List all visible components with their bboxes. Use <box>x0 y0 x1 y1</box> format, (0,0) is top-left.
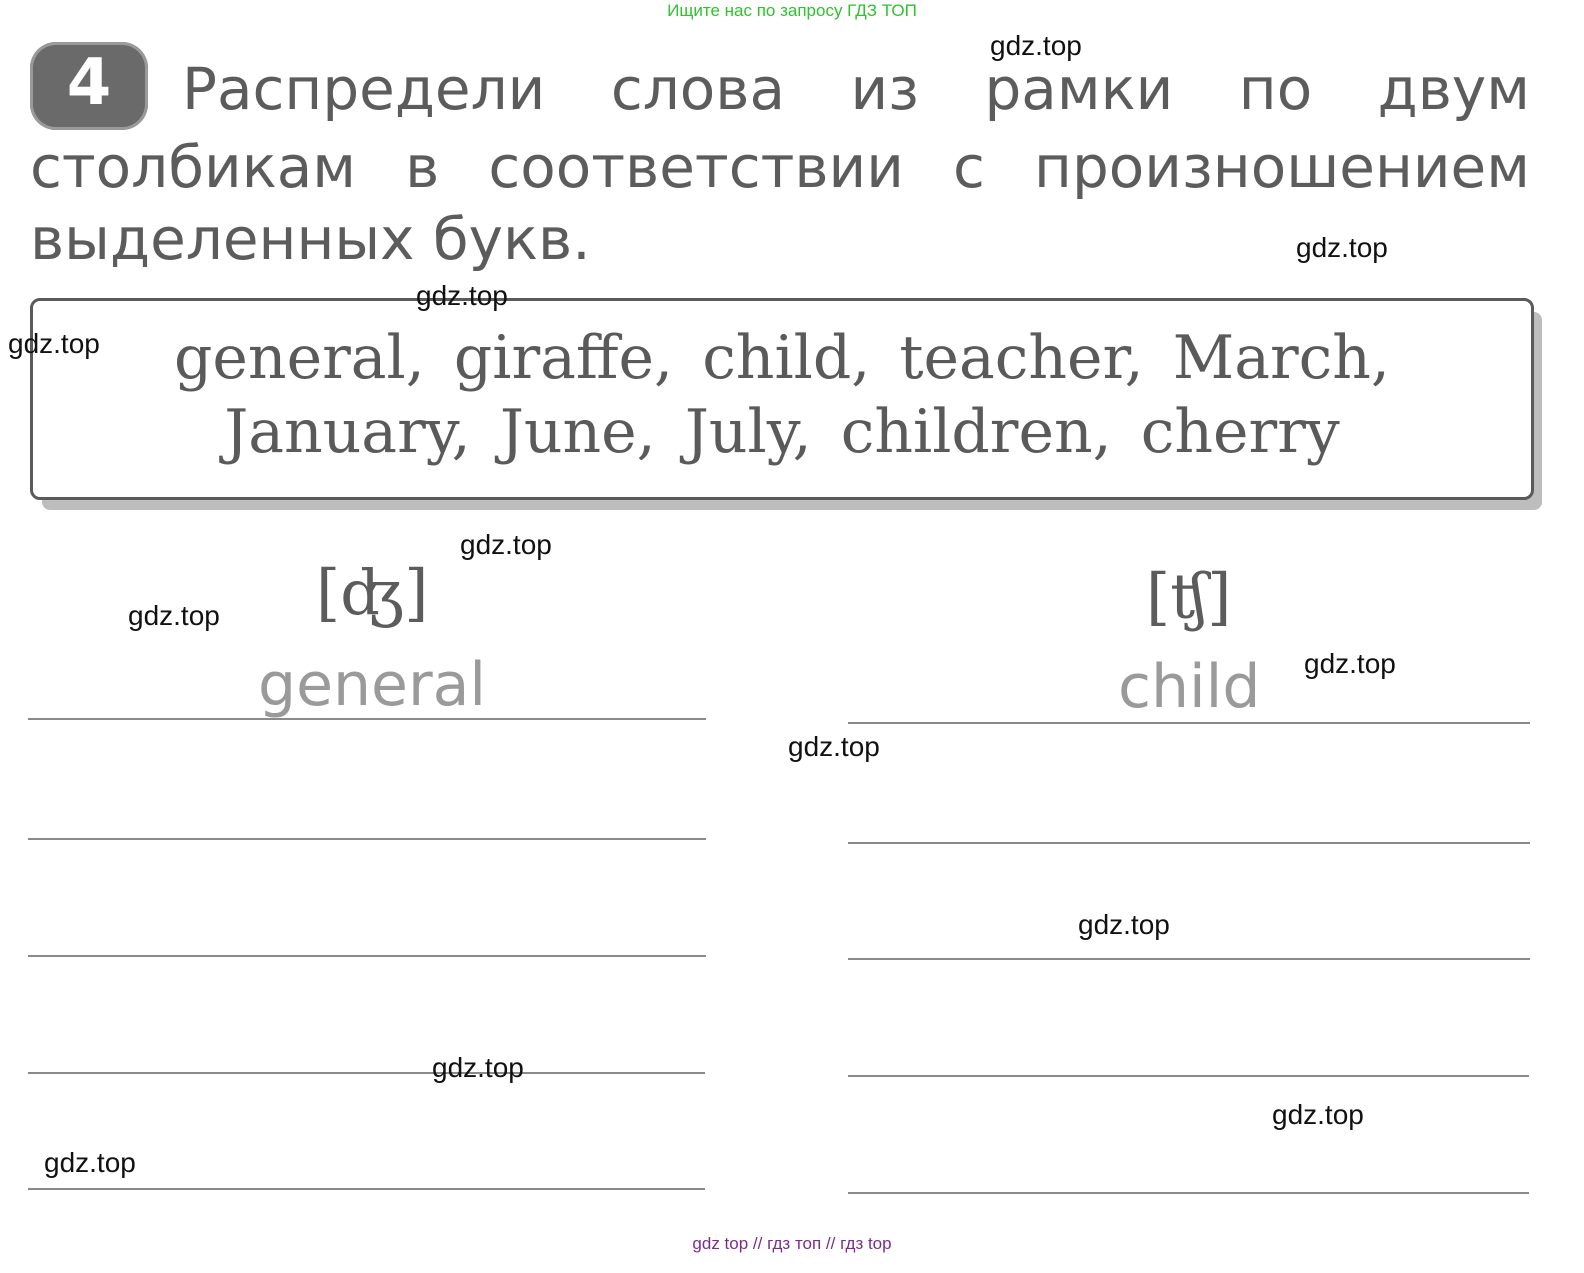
writing-line[interactable] <box>848 1075 1529 1077</box>
watermark: gdz.top <box>44 1147 136 1178</box>
writing-line[interactable] <box>28 1072 705 1074</box>
answer-left[interactable]: general <box>258 650 487 720</box>
writing-line[interactable] <box>28 1188 705 1190</box>
writing-line[interactable] <box>848 722 1530 724</box>
answer-right[interactable]: child <box>1118 652 1261 722</box>
writing-line[interactable] <box>848 1192 1529 1194</box>
watermark: gdz.top <box>432 1052 524 1083</box>
word-box-line-2: January, June, July, children, cherry <box>224 397 1340 467</box>
top-banner: Ищите нас по запросу ГДЗ ТОП <box>667 1 917 20</box>
watermark: gdz.top <box>1304 648 1396 679</box>
footer-watermark: gdz top // гдз топ // гдз top <box>692 1234 892 1253</box>
watermark: gdz.top <box>8 328 100 359</box>
word-box <box>30 298 1534 500</box>
writing-line[interactable] <box>28 718 706 720</box>
writing-line[interactable] <box>28 838 706 840</box>
watermark: gdz.top <box>1296 232 1388 263</box>
watermark: gdz.top <box>1272 1099 1364 1130</box>
watermark: gdz.top <box>416 280 508 311</box>
phoneme-left: [ʤ] <box>316 556 429 629</box>
watermark: gdz.top <box>788 731 880 762</box>
instruction-line-2: столбикам в соответствии с произношением <box>30 133 1530 201</box>
watermark: gdz.top <box>460 529 552 560</box>
watermark: gdz.top <box>1078 909 1170 940</box>
watermark: gdz.top <box>128 600 220 631</box>
writing-line[interactable] <box>28 955 706 957</box>
writing-line[interactable] <box>848 842 1530 844</box>
instruction-line-3: выделенных букв. <box>30 205 591 273</box>
word-box-line-1: general, giraffe, child, teacher, March, <box>174 323 1390 393</box>
task-number-badge <box>30 42 148 130</box>
watermark: gdz.top <box>990 30 1082 61</box>
instruction-line-1: Распредели слова из рамки по двум <box>182 55 1530 123</box>
task-number: 4 <box>66 46 112 120</box>
writing-line[interactable] <box>848 958 1530 960</box>
phoneme-right: [ʧ] <box>1146 560 1232 633</box>
